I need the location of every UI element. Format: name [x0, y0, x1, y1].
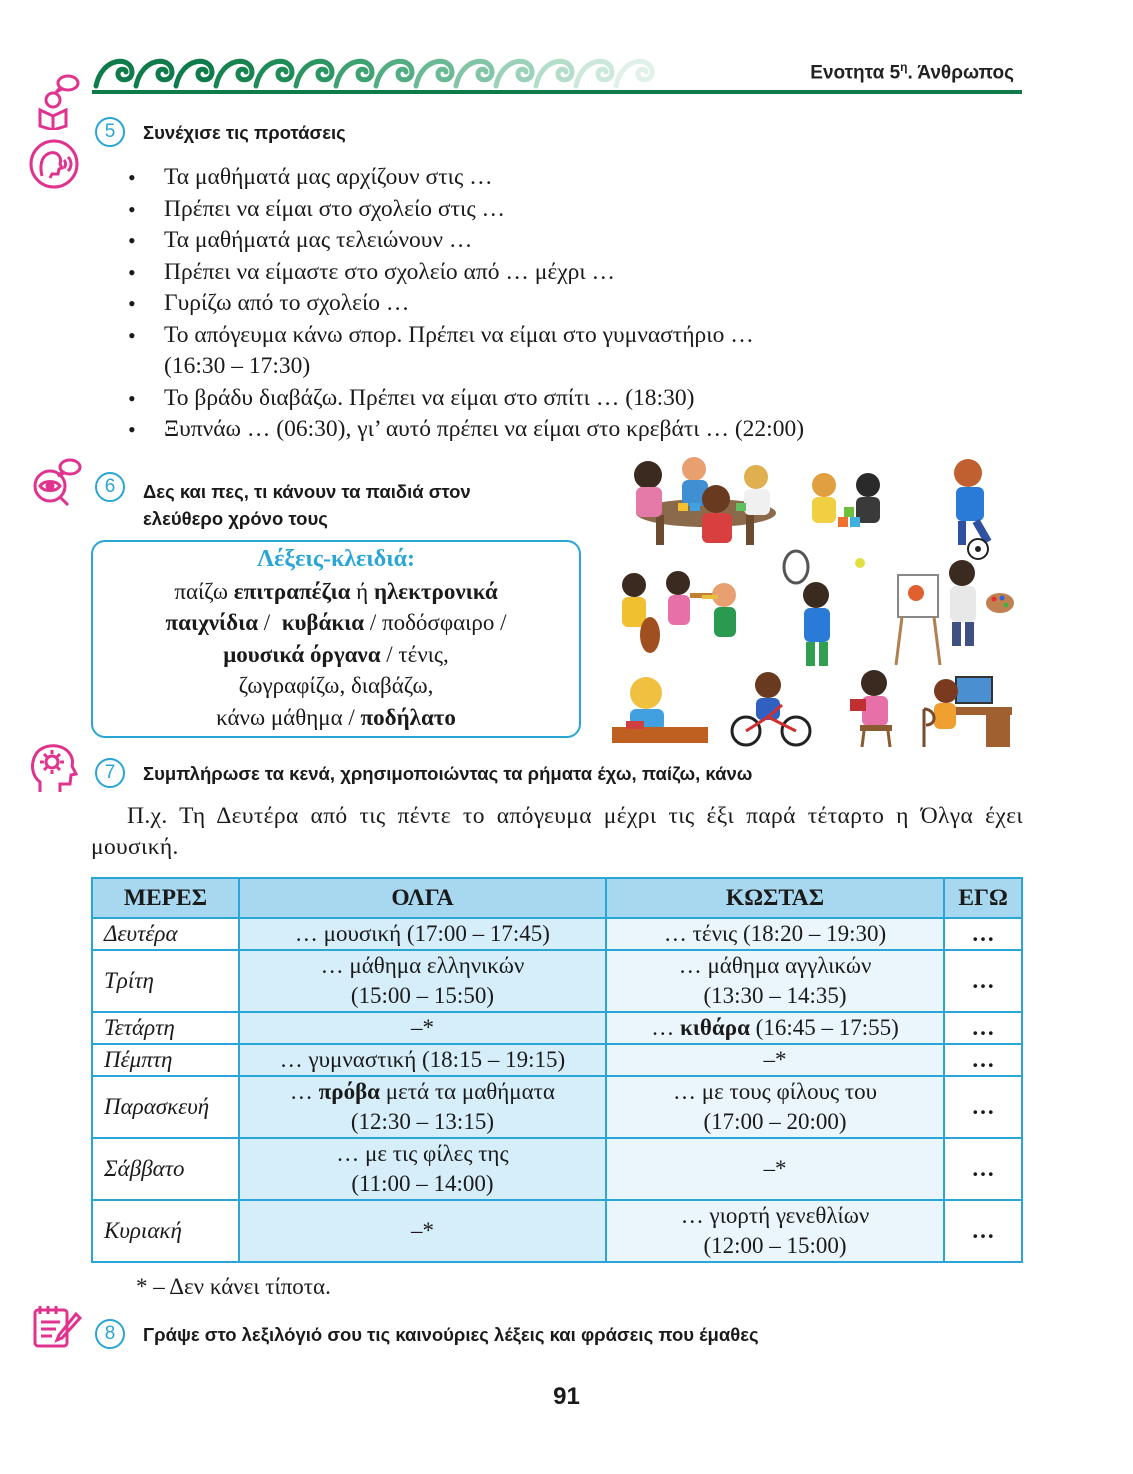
day-cell: Παρασκευή [92, 1076, 239, 1138]
children-activities-illustration [606, 455, 1026, 750]
exercise-5-title: Συνέχισε τις προτάσεις [143, 122, 346, 143]
ego-cell[interactable]: … [944, 1012, 1022, 1044]
keywords-box [91, 540, 581, 738]
list-item: • Το απόγευμα κάνω σπορ. Πρέπει να είμαι στο γυμναστήριο … (16:30 – 17:30) [124, 320, 1004, 383]
day-cell: Κυριακή [92, 1200, 239, 1262]
computer-scene [924, 677, 1012, 747]
example-sentence: Π.χ. Τη Δευτέρα από τις πέντε το απόγευμα μέχρι τις έξι παρά τέταρτο η Όλγα έχει μουσική. [91, 803, 1023, 860]
page-header [92, 48, 1022, 94]
header-ego: ΕΓΩ [944, 878, 1022, 918]
bicycle-scene [732, 672, 810, 745]
day-cell: Τρίτη [92, 950, 239, 1012]
reading-scene [850, 670, 892, 747]
list-item: • Πρέπει να είμαστε στο σχολείο από … μέχρι … [124, 257, 1004, 289]
kostas-cell: … γιορτή γενεθλίων (12:00 – 15:00) [606, 1200, 944, 1262]
olga-cell: –* [239, 1012, 606, 1044]
keywords-line: παίζω επιτραπέζια ή ηλεκτρονικά [174, 578, 498, 604]
keywords-line: μουσικά όργανα / τένις, [223, 641, 449, 667]
ego-cell[interactable]: … [944, 1044, 1022, 1076]
keywords-title: Λέξεις-κλειδιά: [256, 546, 416, 572]
header-rule [92, 90, 1022, 94]
exercise-5-list [124, 162, 1004, 446]
list-item: • Τα μαθήματά μας αρχίζουν στις … [124, 162, 1004, 194]
football-scene [954, 459, 991, 559]
page-number: 91 [553, 1383, 580, 1410]
day-cell: Σάββατο [92, 1138, 239, 1200]
kostas-cell: … με τους φίλους του (17:00 – 20:00) [606, 1076, 944, 1138]
ego-cell[interactable]: … [944, 1138, 1022, 1200]
header-kostas: ΚΩΣΤΑΣ [606, 878, 944, 918]
day-cell: Τετάρτη [92, 1012, 239, 1044]
table-row [92, 1200, 1022, 1262]
ego-cell[interactable]: … [944, 950, 1022, 1012]
speaking-head-icon [28, 138, 80, 190]
keywords-line: κάνω μάθημα / ποδήλατο [216, 704, 456, 730]
exercise-8-title: Γράψε στο λεξιλόγιό σου τις καινούριες λέξεις και φράσεις που έμαθες [143, 1324, 759, 1345]
exercise-number-7: 7 [95, 758, 125, 788]
list-item: • Τα μαθήματά μας τελειώνουν … [124, 225, 1004, 257]
table-row [92, 1012, 1022, 1044]
table-header-row [92, 878, 1022, 918]
table-row [92, 1076, 1022, 1138]
greek-wave-ornament [92, 48, 672, 90]
exercise-6-title: Δες και πες, τι κάνουν τα παιδιά στον ελεύθερο χρόνο τους [143, 481, 471, 529]
kostas-cell: … κιθάρα (16:45 – 17:55) [606, 1012, 944, 1044]
music-scene [622, 571, 736, 653]
unit-title: Ενοτητα $5^\eta$. Άνθρωπος [810, 60, 1014, 84]
painting-scene [896, 560, 1014, 665]
table-row [92, 950, 1022, 1012]
blocks-scene [812, 473, 880, 527]
table-footnote: * – Δεν κάνει τίποτα. [136, 1274, 331, 1299]
header-olga: ΟΛΓΑ [239, 878, 606, 918]
kostas-cell: … μάθημα αγγλικών (13:30 – 14:35) [606, 950, 944, 1012]
exercise-7-title: Συμπλήρωσε τα κενά, χρησιμοποιώντας τα ρήματα έχω, παίζω, κάνω [143, 763, 753, 784]
exercise-number-6: 6 [95, 472, 125, 502]
thinking-gear-head-icon [28, 742, 78, 794]
olga-cell: … μάθημα ελληνικών (15:00 – 15:50) [239, 950, 606, 1012]
list-item: • Γυρίζω από το σχολείο … [124, 288, 1004, 320]
day-cell: Δευτέρα [92, 918, 239, 950]
reading-child-icon [34, 74, 82, 130]
keywords-line: ζωγραφίζω, διαβάζω, [238, 673, 434, 698]
table-row [92, 918, 1022, 950]
list-item: • Το βράδυ διαβάζω. Πρέπει να είμαι στο σπίτι … (18:30) [124, 383, 1004, 415]
olga-cell: … γυμναστική (18:15 – 19:15) [239, 1044, 606, 1076]
kostas-cell: –* [606, 1138, 944, 1200]
kostas-cell: … τένις (18:20 – 19:30) [606, 918, 944, 950]
schedule-table [91, 877, 1023, 1263]
list-item: • Πρέπει να είμαι στο σχολείο στις … [124, 194, 1004, 226]
board-game-scene [634, 457, 776, 545]
writing-scene [612, 677, 708, 743]
ego-cell[interactable]: … [944, 1200, 1022, 1262]
table-row [92, 1138, 1022, 1200]
exercise-number-8: 8 [95, 1319, 125, 1349]
kostas-cell: –* [606, 1044, 944, 1076]
keywords-line: παιχνίδια / κυβάκια / ποδόσφαιρο / [165, 610, 507, 635]
tennis-scene [784, 551, 865, 666]
header-days: ΜΕΡΕΣ [92, 878, 239, 918]
olga-cell: … με τις φίλες της (11:00 – 14:00) [239, 1138, 606, 1200]
ego-cell[interactable]: … [944, 918, 1022, 950]
exercise-number-5: 5 [95, 117, 125, 147]
olga-cell: … μουσική (17:00 – 17:45) [239, 918, 606, 950]
table-row [92, 1044, 1022, 1076]
ego-cell[interactable]: … [944, 1076, 1022, 1138]
olga-cell: –* [239, 1200, 606, 1262]
look-magnifier-icon [30, 458, 82, 506]
list-item: • Ξυπνάω … (06:30), γι’ αυτό πρέπει να είμαι στο κρεβάτι … (22:00) [124, 414, 1004, 446]
writing-notepad-icon [32, 1304, 82, 1350]
olga-cell: … πρόβα μετά τα μαθήματα (12:30 – 13:15) [239, 1076, 606, 1138]
day-cell: Πέμπτη [92, 1044, 239, 1076]
